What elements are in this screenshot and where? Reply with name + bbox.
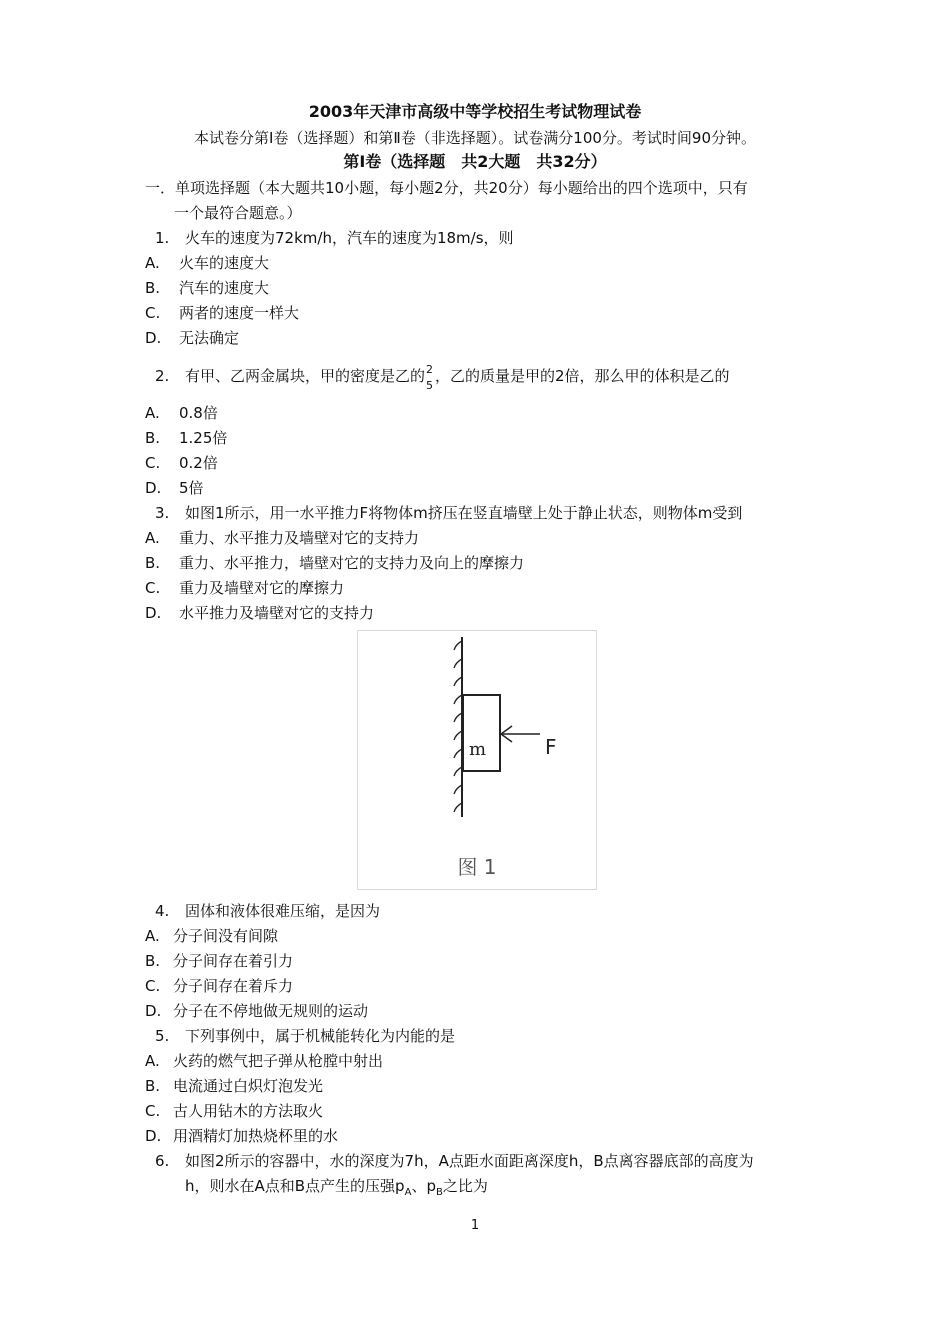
q4-option-c	[145, 976, 293, 996]
option-text: 电流通过白炽灯泡发光	[173, 1077, 324, 1095]
question-number: 6.	[155, 1152, 170, 1170]
option-text: 重力、水平推力，墙壁对它的支持力及向上的摩擦力	[179, 554, 525, 572]
option-text: 0.8倍	[179, 404, 218, 422]
question-text: 固体和液体很难压缩，是因为	[185, 902, 381, 920]
part1-heading: 一．单项选择题（本大题共10小题，每小题2分，共20分）每小题给出的四个选项中，只有	[145, 179, 748, 197]
option-letter: B.	[145, 429, 161, 447]
q2-option-d	[145, 478, 204, 498]
q4-option-d	[145, 1001, 368, 1021]
question-6	[155, 1151, 754, 1171]
question-text: 下列事例中，属于机械能转化为内能的是	[185, 1027, 456, 1045]
option-letter: B.	[145, 1077, 161, 1095]
fraction-numerator: 2	[426, 363, 434, 376]
q3-option-d	[145, 603, 374, 623]
exam-intro: 本试卷分第Ⅰ卷（选择题）和第Ⅱ卷（非选择题）。试卷满分100分。考试时间90分钟。	[193, 129, 757, 147]
q3-option-a	[145, 528, 419, 548]
page-title: 2003年天津市高级中等学校招生考试物理试卷	[308, 102, 642, 121]
option-text: 火药的燃气把子弹从枪膛中射出	[173, 1052, 384, 1070]
option-text: 分子在不停地做无规则的运动	[173, 1002, 369, 1020]
option-letter: D.	[145, 604, 162, 622]
question-text-end: 之比为	[442, 1177, 488, 1195]
option-letter: A.	[145, 254, 160, 272]
option-letter: D.	[145, 1002, 162, 1020]
force-label: F	[545, 735, 557, 759]
option-text: 水平推力及墙壁对它的支持力	[179, 604, 375, 622]
option-text: 5倍	[179, 479, 204, 497]
question-number: 2.	[155, 367, 170, 385]
separator: 、p	[411, 1177, 436, 1195]
q5-option-b	[145, 1076, 323, 1096]
option-text: 两者的速度一样大	[179, 304, 300, 322]
option-text: 0.2倍	[179, 454, 218, 472]
q3-option-c	[145, 578, 344, 598]
option-letter: D.	[145, 479, 162, 497]
option-letter: C.	[145, 304, 161, 322]
section-title: 第Ⅰ卷（选择题 共2大题 共32分）	[343, 152, 607, 171]
wall-block-diagram	[358, 631, 596, 889]
question-6-cont	[185, 1176, 488, 1203]
option-text: 用酒精灯加热烧杯里的水	[173, 1127, 339, 1145]
q2-option-a	[145, 403, 218, 423]
option-text: 分子间存在着引力	[173, 952, 294, 970]
option-text: 重力及墙壁对它的摩擦力	[179, 579, 345, 597]
option-letter: A.	[145, 404, 160, 422]
q5-option-a	[145, 1051, 383, 1071]
option-letter: B.	[145, 554, 161, 572]
question-text-cont: h，则水在A点和B点产生的压强p	[185, 1177, 405, 1195]
figure-1	[357, 630, 597, 890]
q1-option-b	[145, 278, 269, 298]
option-text: 汽车的速度大	[179, 279, 270, 297]
q1-option-c	[145, 303, 299, 323]
mass-label: m	[469, 739, 487, 760]
part1-heading-cont: 一个最符合题意。）	[174, 204, 302, 222]
question-number: 1.	[155, 229, 170, 247]
option-text: 古人用钻木的方法取火	[173, 1102, 324, 1120]
option-letter: C.	[145, 454, 161, 472]
q1-option-d	[145, 328, 239, 348]
question-text: 有甲、乙两金属块，甲的密度是乙的	[185, 367, 426, 385]
fraction-denominator: 5	[426, 379, 434, 392]
subscript-b: B	[435, 1187, 443, 1198]
figure-caption: 图 1	[457, 855, 497, 879]
question-4	[155, 901, 380, 921]
subscript-a: A	[404, 1187, 412, 1198]
question-number: 4.	[155, 902, 170, 920]
question-2	[155, 363, 730, 392]
q5-option-c	[145, 1101, 323, 1121]
option-letter: C.	[145, 1102, 161, 1120]
option-text: 重力、水平推力及墙壁对它的支持力	[179, 529, 420, 547]
option-text: 无法确定	[179, 329, 240, 347]
option-letter: A.	[145, 529, 160, 547]
fraction	[425, 363, 435, 392]
option-letter: B.	[145, 952, 161, 970]
question-number: 5.	[155, 1027, 170, 1045]
option-letter: A.	[145, 927, 160, 945]
q3-option-b	[145, 553, 524, 573]
wall-hatching	[454, 641, 462, 812]
question-text: 如图1所示，用一水平推力F将物体m挤压在竖直墙壁上处于静止状态，则物体m受到	[185, 504, 743, 522]
q4-option-a	[145, 926, 278, 946]
page-number: 1	[470, 1218, 480, 1233]
q1-option-a	[145, 253, 269, 273]
option-text: 分子间存在着斥力	[173, 977, 294, 995]
option-text: 火车的速度大	[179, 254, 270, 272]
option-letter: A.	[145, 1052, 160, 1070]
option-letter: D.	[145, 1127, 162, 1145]
option-letter: D.	[145, 329, 162, 347]
q2-option-b	[145, 428, 227, 448]
question-text: 火车的速度为72km/h，汽车的速度为18m/s，则	[185, 229, 514, 247]
option-text: 分子间没有间隙	[173, 927, 279, 945]
option-letter: C.	[145, 579, 161, 597]
option-letter: B.	[145, 279, 161, 297]
q2-option-c	[145, 453, 218, 473]
question-text: 如图2所示的容器中，水的深度为7h，A点距水面距离深度h，B点离容器底部的高度为	[185, 1152, 754, 1170]
question-1	[155, 228, 514, 248]
question-number: 3.	[155, 504, 170, 522]
q4-option-b	[145, 951, 293, 971]
question-3	[155, 503, 742, 523]
option-letter: C.	[145, 977, 161, 995]
question-text-cont: ，乙的质量是甲的2倍，那么甲的体积是乙的	[435, 367, 730, 385]
q5-option-d	[145, 1126, 338, 1146]
option-text: 1.25倍	[179, 429, 228, 447]
question-5	[155, 1026, 455, 1046]
